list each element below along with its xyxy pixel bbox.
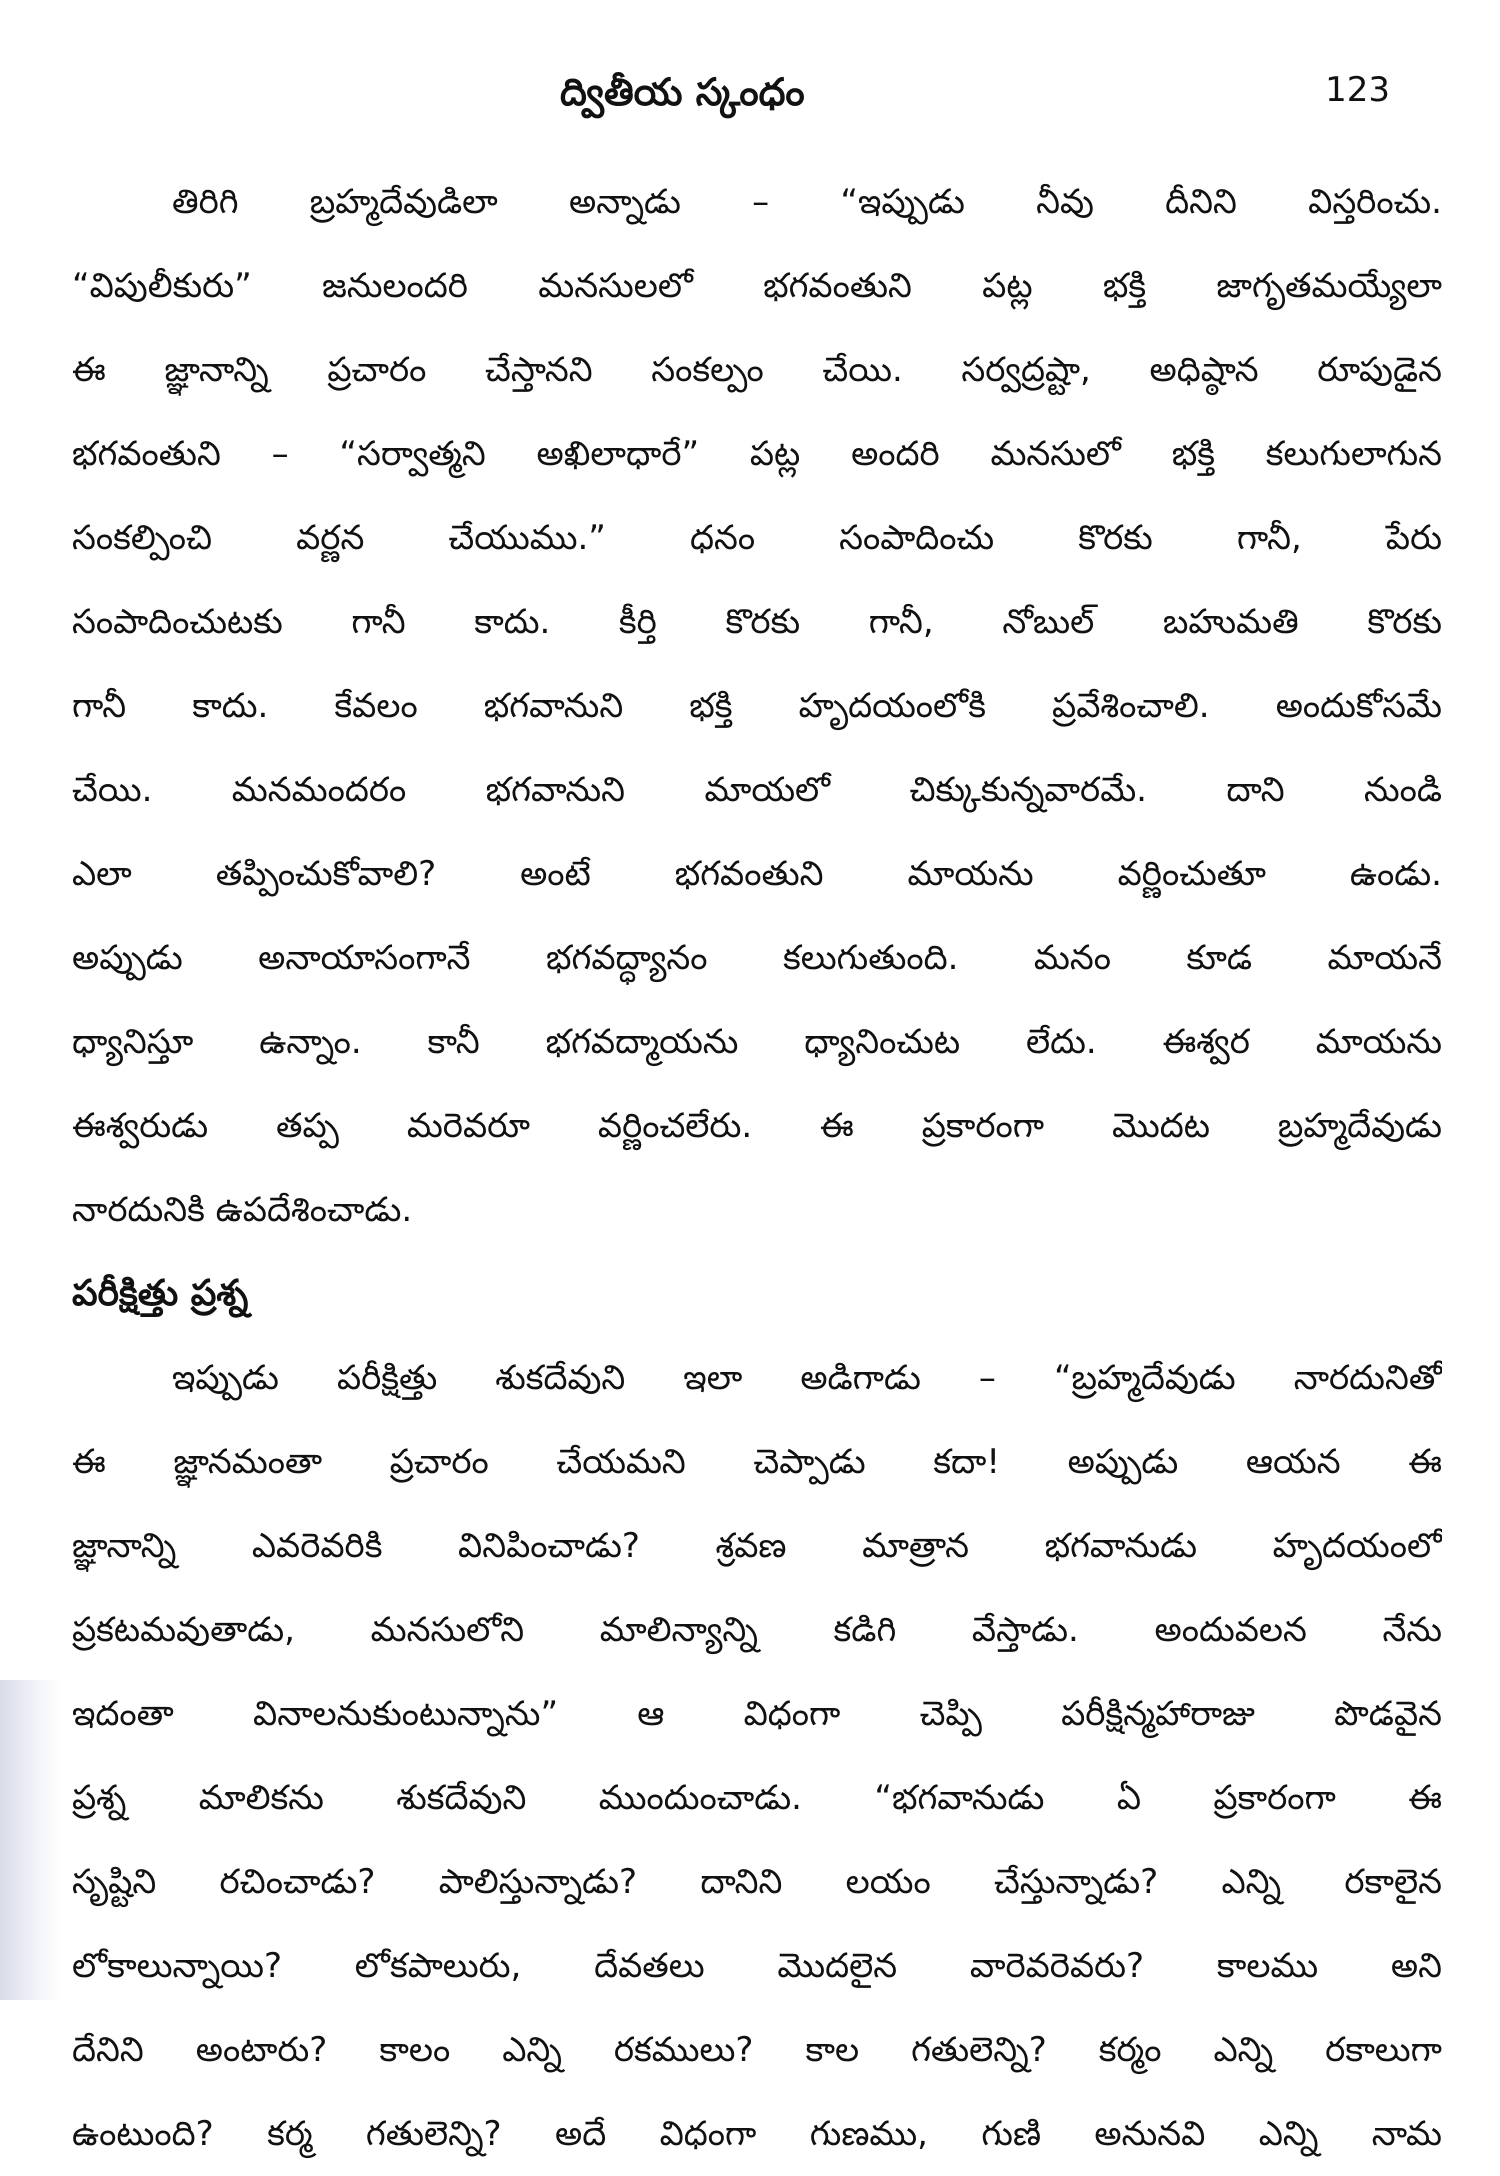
body-text [72, 160, 1442, 2176]
text-line: ఈశ్వరుడు తప్ప మరెవరూ వర్ణించలేరు. ఈ ప్రకారంగా మొదట బ్రహ్మదేవుడు [72, 1106, 1442, 1146]
text-line: తిరిగి బ్రహ్మదేవుడిలా అన్నాడు – “ఇప్పుడు నీవు దీనిని విస్తరించు. [172, 182, 1442, 222]
chapter-title: ద్వితీయ స్కంధం [560, 70, 805, 114]
text-line: ఉంటుంది? కర్మ గతులెన్ని? అదే విధంగా గుణము, గుణి అనునవి ఎన్ని నామ [72, 2114, 1442, 2154]
text-line: “విపులీకురు” జనులందరి మనసులలో భగవంతుని పట్ల భక్తి జాగృతమయ్యేలా [72, 266, 1442, 306]
text-line: లోకాలున్నాయి? లోకపాలురు, దేవతలు మొదలైన వారెవరెవరు? కాలము అని [72, 1946, 1442, 1986]
text-line: జ్ఞానాన్ని ఎవరెవరికి వినిపించాడు? శ్రవణ మాత్రాన భగవానుడు హృదయంలో [72, 1526, 1442, 1566]
text-line: భగవంతుని – “సర్వాత్మని అఖిలాధారే” పట్ల అందరి మనసులో భక్తి కలుగులాగున [72, 434, 1442, 474]
scan-edge-shadow [0, 1680, 60, 2000]
text-line: ఇప్పుడు పరీక్షిత్తు శుకదేవుని ఇలా అడిగాడు – “బ్రహ్మదేవుడు నారదునితో [172, 1358, 1442, 1398]
text-line: ఇదంతా వినాలనుకుంటున్నాను” ఆ విధంగా చెప్పి పరీక్షిన్మహారాజు పొడవైన [72, 1694, 1442, 1734]
text-line: సంపాదించుటకు గానీ కాదు. కీర్తి కొరకు గానీ, నోబుల్ బహుమతి కొరకు [72, 602, 1442, 642]
text-line: సంకల్పించి వర్ణన చేయుము.” ధనం సంపాదించు కొరకు గానీ, పేరు [72, 518, 1442, 558]
text-line: ఈ జ్ఞానాన్ని ప్రచారం చేస్తానని సంకల్పం చేయి. సర్వద్రష్టా, అధిష్ఠాన రూపుడైన [72, 350, 1442, 390]
text-line: చేయి. మనమందరం భగవానుని మాయలో చిక్కుకున్నవారమే. దాని నుండి [72, 770, 1442, 810]
text-line: ప్రకటమవుతాడు, మనసులోని మాలిన్యాన్ని కడిగి వేస్తాడు. అందువలన నేను [72, 1610, 1442, 1650]
text-line: ఎలా తప్పించుకోవాలి? అంటే భగవంతుని మాయను వర్ణించుతూ ఉండు. [72, 854, 1442, 894]
text-line: నారదునికి ఉపదేశించాడు. [72, 1190, 413, 1230]
text-line: ధ్యానిస్తూ ఉన్నాం. కానీ భగవద్మాయను ధ్యానించుట లేదు. ఈశ్వర మాయను [72, 1022, 1442, 1062]
page-number: 123 [1325, 70, 1390, 110]
text-line: అప్పుడు అనాయాసంగానే భగవద్ధ్యానం కలుగుతుంది. మనం కూడ మాయనే [72, 938, 1442, 978]
section-heading: పరీక్షిత్తు ప్రశ్న [72, 1273, 249, 1314]
text-line: దేనిని అంటారు? కాలం ఎన్ని రకములు? కాల గతులెన్ని? కర్మం ఎన్ని రకాలుగా [72, 2030, 1442, 2070]
text-line: సృష్టిని రచించాడు? పాలిస్తున్నాడు? దానిని లయం చేస్తున్నాడు? ఎన్ని రకాలైన [72, 1862, 1442, 1902]
text-line: ఈ జ్ఞానమంతా ప్రచారం చేయమని చెప్పాడు కదా! అప్పుడు ఆయన ఈ [72, 1442, 1442, 1482]
text-line: ప్రశ్న మాలికను శుకదేవుని ముందుంచాడు. “భగవానుడు ఏ ప్రకారంగా ఈ [72, 1778, 1442, 1818]
running-head [0, 62, 1500, 132]
text-line: గానీ కాదు. కేవలం భగవానుని భక్తి హృదయంలోకి ప్రవేశించాలి. అందుకోసమే [72, 686, 1442, 726]
